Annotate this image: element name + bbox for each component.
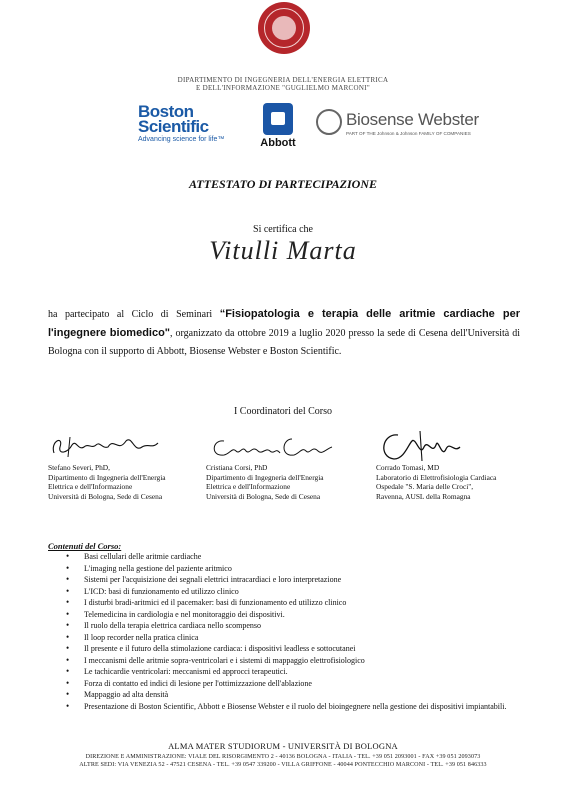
list-item: • Il ruolo della terapia elettrica cardiaca nello scompenso — [64, 620, 524, 632]
certifies-that-text: Si certifica che — [253, 224, 313, 235]
list-item: • L'ICD: basi di funzionamento ed utilizzo clinico — [64, 586, 524, 598]
list-item: • Sistemi per l'acquisizione dei segnali elettrici intracardiaci e loro interpretazione — [64, 574, 524, 586]
participant-name: Vitulli Marta — [209, 236, 357, 265]
signature-severi — [48, 427, 208, 463]
biosense-webster-name: Biosense Webster — [346, 110, 479, 129]
list-item: • Il loop recorder nella pratica clinica — [64, 632, 524, 644]
abbott-logo — [256, 103, 300, 149]
para-after: , organizzato da ottobre 2019 a luglio 2020 presso la sede di Cesena dell'Università di Bologna con il supporto di Abbott, Biosense Webster e Boston Scientific. — [48, 328, 521, 357]
footer-university: ALMA MATER STUDIORUM - UNIVERSITÀ DI BOLOGNA — [168, 741, 398, 751]
university-seal-logo — [258, 2, 310, 54]
coordinator-affiliation-3: Ravenna, AUSL della Romagna — [376, 491, 471, 501]
list-item: • Il presente e il futuro della stimolazione cardiaca: i dispositivi leadless e sottocutanei — [64, 643, 524, 655]
abbott-mark-icon — [263, 103, 293, 135]
boston-scientific-tagline: Advancing science for life™ — [138, 136, 225, 143]
coordinator-affiliation-2: Elettrica e dell'Informazione — [48, 482, 133, 491]
para-before: ha partecipato al Ciclo di Seminari — [48, 309, 220, 320]
coordinator-name: Stefano Severi, PhD, — [48, 463, 110, 472]
footer-address-1: DIREZIONE E AMMINISTRAZIONE: VIALE DEL RISORGIMENTO 2 - 40136 BOLOGNA - ITALIA - TEL. +39 051 2093001 - FAX +39 051 2093073 — [85, 754, 481, 760]
department-line-1: DIPARTIMENTO DI INGEGNERIA DELL'ENERGIA ELETTRICA — [177, 76, 389, 84]
list-item: • Le tachicardie ventricolari: meccanismi ed approcci terapeutici. — [64, 666, 524, 678]
certificate-title: ATTESTATO DI PARTECIPAZIONE — [188, 177, 378, 191]
coordinator-affiliation-1: Dipartimento di Ingegneria dell'Energia — [206, 472, 324, 482]
list-item: • Telemedicina in cardiologia e nel monitoraggio dei dispositivi. — [64, 609, 524, 621]
coordinator-tomasi — [376, 427, 536, 501]
coordinator-affiliation-1: Laboratorio di Elettrofisiologia Cardiaca — [376, 472, 497, 482]
seal-core — [272, 16, 296, 40]
list-item: • Basi cellulari delle aritmie cardiache — [64, 551, 524, 563]
coordinator-affiliation-1: Dipartimento di Ingegneria dell'Energia — [48, 472, 166, 482]
contents-heading: Contenuti del Corso: — [48, 541, 122, 551]
coordinator-affiliation-2: Ospedale "S. Maria delle Croci", — [376, 482, 474, 491]
list-item: • Mappaggio ad alta densità — [64, 689, 524, 701]
coordinator-affiliation-2: Elettrica e dell'Informazione — [206, 482, 291, 491]
coordinator-affiliation-3: Università di Bologna, Sede di Cesena — [48, 491, 163, 501]
list-item: • I disturbi bradi-aritmici ed il pacemaker: basi di funzionamento ed utilizzo clinico — [64, 597, 524, 609]
boston-scientific-name-1: Boston — [138, 102, 194, 121]
coordinator-affiliation-3: Università di Bologna, Sede di Cesena — [206, 491, 321, 501]
coordinator-severi — [48, 427, 208, 501]
list-item: • Presentazione di Boston Scientific, Abbott e Biosense Webster e il ruolo del bioingegnere nella gestione dei dispositivi impiantabili. — [64, 701, 524, 713]
coordinators-heading: I Coordinatori del Corso — [233, 406, 333, 417]
department-line-2: E DELL'INFORMAZIONE "GUGLIELMO MARCONI" — [195, 84, 371, 92]
contents-list — [64, 551, 524, 712]
footer-address-2: ALTRE SEDI: VIA VENEZIA 52 - 47521 CESENA - TEL. +39 0547 339200 - VILLA GRIFFONE - 40044 PONTECCHIO MARCONI - TEL. +39 051 846333 — [79, 762, 487, 768]
signature-corsi — [206, 427, 376, 463]
coordinator-name: Cristiana Corsi, PhD — [206, 463, 268, 472]
boston-scientific-name-2: Scientific — [138, 117, 209, 136]
biosense-webster-tagline: PART OF THE Johnson & Johnson FAMILY OF COMPANIES — [346, 131, 471, 136]
list-item: • I meccanismi delle aritmie sopra-ventricolari e i sistemi di mappaggio elettrofisiologico — [64, 655, 524, 667]
coordinator-corsi — [206, 427, 376, 501]
biosense-globe-icon — [316, 109, 342, 135]
participation-paragraph — [48, 305, 520, 361]
signature-tomasi — [376, 427, 536, 463]
boston-scientific-logo — [138, 104, 238, 143]
abbott-name: Abbott — [260, 137, 296, 149]
coordinator-name: Corrado Tomasi, MD — [376, 463, 440, 472]
list-item: • L'imaging nella gestione del paziente aritmico — [64, 563, 524, 575]
course-title: “Fisiopatologia e terapia delle aritmie cardiache per l'ingegnere biomedico" — [48, 308, 520, 339]
list-item: • Forza di contatto ed indici di lesione per l'ottimizzazione dell'ablazione — [64, 678, 524, 690]
